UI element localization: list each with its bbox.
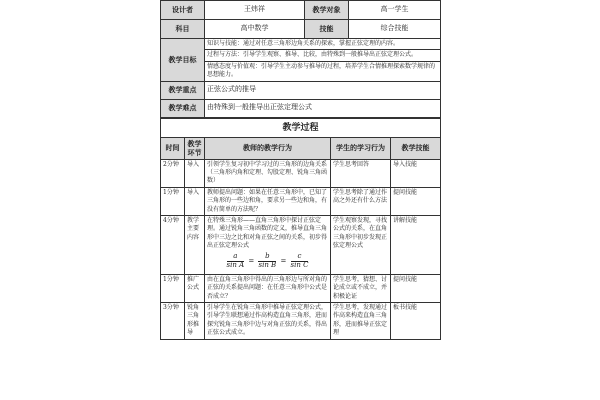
row-skill: 提问技能: [391, 274, 441, 302]
row-student: 学生思考除了通过作高之外还有什么方法: [331, 187, 391, 215]
row-student: 学生思考，发现通过作高来构造直角三角形，进而推导正弦定理: [331, 303, 391, 340]
formula-equals: =: [280, 257, 287, 266]
lesson-plan-document: [160, 0, 440, 400]
skill-label: 技能: [305, 20, 349, 39]
info-row-difficulty: [161, 99, 441, 117]
subject-label: 科目: [161, 20, 205, 39]
row-teacher: 引领学生复习初中学习过的三角形的边角关系（三角形内角和定理、勾股定理、锐角三角函数）: [205, 159, 331, 187]
process-header-row: [161, 137, 441, 159]
info-row-designer: [161, 1, 441, 20]
row-stage: 推广公式: [185, 274, 205, 302]
info-row-goals: [161, 39, 441, 50]
row-student: 学生观察发现，寻找公式的关系，在直角三角形中初步发现正弦定理公式: [331, 215, 391, 274]
header-skill: 教学技能: [391, 137, 441, 159]
goal-knowledge: 知识与技能：通过对任意三角形边角关系的探索，掌握正弦定理的内容。: [205, 39, 441, 50]
sine-law-formula: [207, 250, 328, 272]
row-teacher: 由在直角三角形中得出的三角形边与所对角的正弦的关系提出问题：在任意三角形中公式是否成立？: [205, 274, 331, 302]
formula-fraction-b: $\frac{b}{\text{sin B}}$: [258, 252, 277, 270]
row-time: 4分钟: [161, 215, 185, 274]
row-skill: 板书技能: [391, 303, 441, 340]
row-student: 学生思考，猜想、讨论成立或不成立，并积极论证: [331, 274, 391, 302]
table-row: [161, 187, 441, 215]
subject-value: 高中数学: [205, 20, 305, 39]
process-title: 教学过程: [161, 118, 441, 137]
designer-label: 设计者: [161, 1, 205, 20]
designer-value: 王炜祥: [205, 1, 305, 20]
row-time: 1分钟: [161, 274, 185, 302]
row-time: 1分钟: [161, 187, 185, 215]
skill-value: 综合技能: [349, 20, 441, 39]
row-skill: 讲解技能: [391, 215, 441, 274]
key-label: 教学重点: [161, 81, 205, 99]
row-teacher: 教师提出问题：如果在任意三角形中，已知了三角形的一些边和角，要求另一些边和角，有没有简单的方法呢？: [205, 187, 331, 215]
header-teacher: 教师的教学行为: [205, 137, 331, 159]
process-table: [160, 118, 441, 340]
row-time: 3分钟: [161, 303, 185, 340]
header-student: 学生的学习行为: [331, 137, 391, 159]
table-row: [161, 303, 441, 340]
goals-label: 教学目标: [161, 39, 205, 82]
row-skill: 导入技能: [391, 159, 441, 187]
process-title-row: [161, 118, 441, 137]
formula-fraction-c: $\frac{c}{\text{sin C}}$: [290, 252, 309, 270]
row-skill: 提问技能: [391, 187, 441, 215]
row-teacher: 引导学生在锐角三角形中推导正弦定理公式，引导学生联想通过作高构造直角三角形，进而探究锐角三角形中边与对角正弦的关系，得出正弦公式成立。: [205, 303, 331, 340]
table-row: [161, 274, 441, 302]
key-value: 正弦公式的推导: [205, 81, 441, 99]
formula-fraction-a: $\frac{a}{\text{sin A}}$: [226, 252, 245, 270]
header-stage: 教学环节: [185, 137, 205, 159]
row-teacher: 在特殊三角形——直角三角形中探讨正弦定理。通过锐角三角函数的定义，推导直角三角形中三边之比和对角正弦之间的关系，初步得出正弦定理公式: [207, 216, 328, 250]
row-teacher-cell: [205, 215, 331, 274]
row-stage: 教学主要内容: [185, 215, 205, 274]
audience-label: 教学对象: [305, 1, 349, 20]
info-row-key: [161, 81, 441, 99]
header-time: 时间: [161, 137, 185, 159]
row-stage: 导入: [185, 187, 205, 215]
row-stage: 锐角三角形推导: [185, 303, 205, 340]
audience-value: 高一学生: [349, 1, 441, 20]
row-student: 学生思考回答: [331, 159, 391, 187]
difficulty-label: 教学难点: [161, 99, 205, 117]
table-row: [161, 159, 441, 187]
lesson-info-table: [160, 0, 441, 118]
info-row-subject: [161, 20, 441, 39]
formula-equals: =: [248, 257, 255, 266]
row-stage: 导入: [185, 159, 205, 187]
difficulty-value: 由特殊到一般推导出正弦定理公式: [205, 99, 441, 117]
row-time: 2分钟: [161, 159, 185, 187]
table-row: [161, 215, 441, 274]
goal-process: 过程与方法：引导学生观察、推导、比较，由特殊到一般推导出正弦定理公式。: [205, 50, 441, 61]
goal-attitude: 情感态度与价值观：引导学生主动参与推导的过程，培养学生合情推理探索数学规律的思想能力。: [205, 61, 441, 81]
